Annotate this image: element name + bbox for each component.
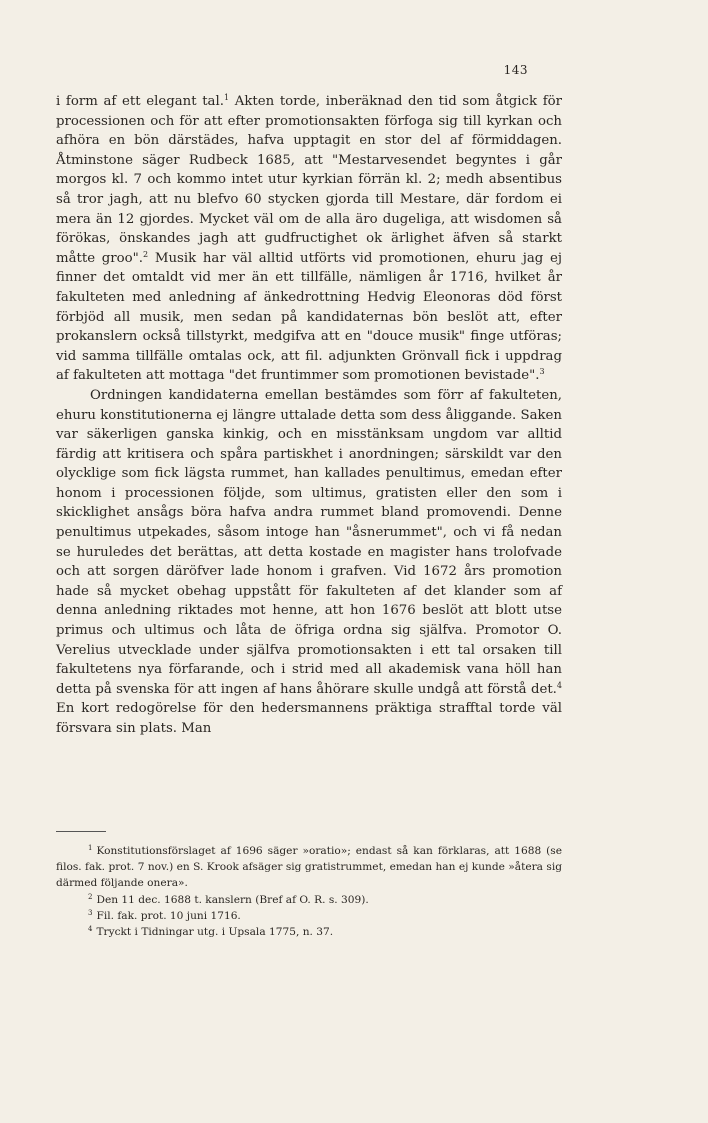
footnote-text: Fil. fak. prot. 10 juni 1716. xyxy=(96,909,241,922)
footnote-4 xyxy=(56,924,562,940)
footnote-text: Tryckt i Tidningar utg. i Upsala 1775, n. 37. xyxy=(96,926,334,939)
text-run: Ordningen kandidaterna emellan bestämdes som förr af fakulteten, ehuru konstitutionerna ej längre uttalade detta som dess åliggande. Saken var säkerligen ganska kinkig, och en misstänksam ungdom var alltid färdig att kritisera och spåra partiskhet i anordningen; särskildt var den olycklige som fick lägsta rummet, han kallades penultimus, emedan efter honom i processionen följde, som ultimus, gratisten eller den som i skicklighet ansågs böra hafva andra rummet bland promovendi. Denne penultimus utpekades, såsom intoge han "åsnerummet", och vi få nedan se huruledes det berättas, att detta kostade en magister hans trolofvade och att sorgen däröfver lade honom i grafven. Vid 1672 års promotion hade så mycket obehag uppstått för fakulteten af det klander som af denna anledning riktades mot henne, att hon 1676 beslöt att blott utse primus och ultimus och låta de öfriga ordna sig själfva. Promotor O. Verelius utvecklade under själfva promotionsakten i ett tal orsaken till fakultetens nya förfarande, och i strid med all akademisk vana höll han detta på svenska för att ingen af hans åhörare skulle undgå att förstå det. xyxy=(56,387,562,697)
footnote-ref-2: 2 xyxy=(143,249,149,259)
footnote-mark: 3 xyxy=(88,908,93,917)
text-run: i form af ett elegant tal. xyxy=(56,94,224,109)
footnote-text: Konstitutionsförslaget af 1696 säger »oratio»; endast så kan förklaras, att 1688 (se filos. fak. prot. 7 nov.) en S. Krook afsäger sig gratistrummet, emedan han ej kunde »återa sig därmed följande onera». xyxy=(56,845,562,890)
paragraph-1 xyxy=(56,92,562,386)
footnote-mark: 1 xyxy=(88,844,93,852)
footnotes xyxy=(56,843,562,940)
text-run: Musik har väl alltid utförts vid promotionen, ehuru jag ej finner det omtaldt vid mer än ett tillfälle, nämligen år 1716, hvilket år fakulteten med anledning af änkedrottning Hedvig Eleonoras död först förbjöd all musik, men sedan på kandidaternas bön beslöt att, efter prokanslern också tillstyrkt, medgifva att en "douce musik" finge utföras; vid samma tillfälle omtalas ock, att fil. adjunkten Grönvall fick i uppdrag af fakulteten att mottaga "det fruntimmer som promotionen bevistade". xyxy=(56,250,563,384)
body-text xyxy=(56,92,562,739)
footnote-divider xyxy=(56,831,106,832)
footnote-2 xyxy=(56,892,562,908)
footnote-text: Den 11 dec. 1688 t. kanslern (Bref af O. R. s. 309). xyxy=(96,893,369,906)
text-run: Akten torde, inberäknad den tid som åtgick för processionen och för att efter promotionsakten förfoga sig till kyrkan och afhöra en bön därstädes, hafva upptagit en stor del af förmiddagen. Åtminstone säger Rudbeck 1685, att "Mestarvesendet begyntes i går morgos kl. 7 och kommo intet utur kyrkian förrän kl. 2; medh absentibus så tror jagh, att nu blefvo 60 stycken gjorda till Mestare, där fordom ei mera än 12 gjordes. Mycket väl om de alla äro dugeliga, att wisdomen så förökas, önskandes jagh att gudfructighet ok ärlighet äfven så starkt måtte groo". xyxy=(56,94,562,266)
footnote-ref-1: 1 xyxy=(223,93,230,102)
footnote-ref-4: 4 xyxy=(556,680,562,690)
footnote-ref-3: 3 xyxy=(539,367,545,377)
footnote-1 xyxy=(56,843,562,892)
footnote-3 xyxy=(56,908,562,924)
footnote-mark: 2 xyxy=(88,892,93,901)
text-run: En kort redogörelse för den hedersmannens präktiga strafftal torde väl försvara sin plats. Man xyxy=(56,701,562,736)
paragraph-2 xyxy=(56,386,562,739)
page-number: 143 xyxy=(503,63,528,77)
footnote-mark: 4 xyxy=(88,925,93,934)
